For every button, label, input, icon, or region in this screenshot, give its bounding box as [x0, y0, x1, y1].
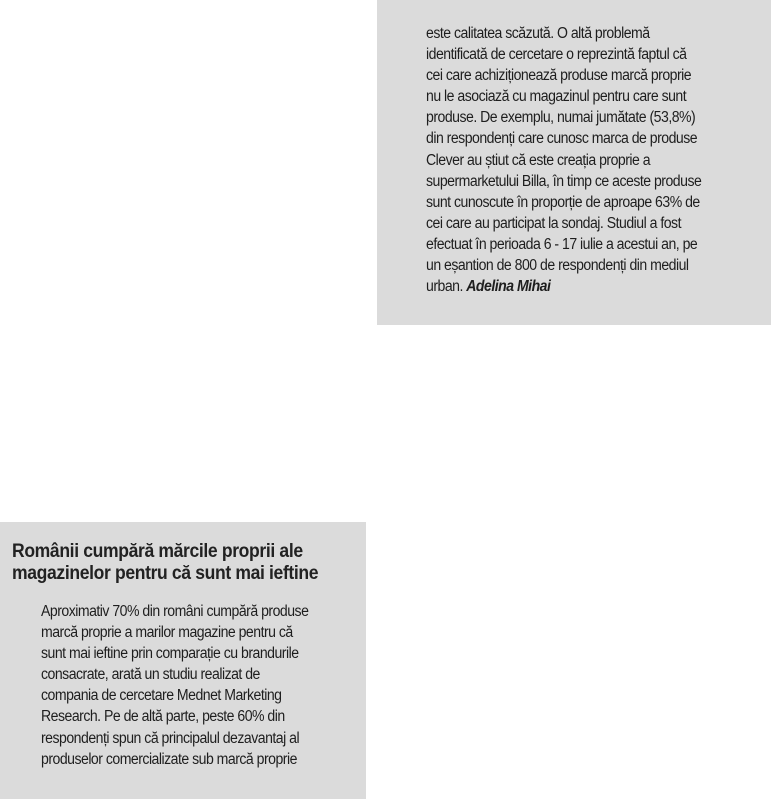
author-byline: Adelina Mihai: [466, 278, 551, 296]
headline-line: Românii cumpără mărcile proprii ale: [12, 540, 303, 562]
text-line: consacrate, arată un studiu realizat de: [41, 666, 260, 684]
headline-line: magazinelor pentru că sunt mai ieftine: [12, 562, 319, 584]
text-line: nu le asociază cu magazinul pentru care sunt: [426, 88, 687, 106]
text-line: din respondenți care cunosc marca de produse: [426, 130, 698, 148]
text-line-last: [426, 276, 701, 297]
article-continuation-text: [426, 23, 701, 297]
text-line: este calitatea scăzută. O altă problemă: [426, 25, 650, 42]
article-clipping: [0, 522, 366, 799]
text-line: un eșantion de 800 de respondenți din mediul: [426, 257, 689, 275]
article-continuation-clipping: [377, 0, 771, 325]
text-line: efectuat în perioada 6 - 17 iulie a acestui an, pe: [426, 235, 698, 253]
text-line: supermarketului Billa, în timp ce aceste produse: [426, 172, 702, 190]
article-body-text: [41, 601, 308, 770]
text-line: cei care au participat la sondaj. Studiul a fost: [426, 214, 681, 232]
last-line-text: urban.: [426, 278, 467, 296]
text-line: compania de cercetare Mednet Marketing: [41, 687, 282, 705]
text-line: produse. De exemplu, numai jumătate (53,8%): [426, 109, 696, 127]
text-line: Aproximativ 70% din români cumpără produse: [41, 603, 309, 620]
text-line: sunt cunoscute în proporție de aproape 63% de: [426, 193, 700, 211]
article-headline: [12, 540, 318, 584]
text-line: respondenți spun că principalul dezavantaj al: [41, 729, 300, 747]
text-line: produselor comercializate sub marcă proprie: [41, 750, 297, 768]
text-line: sunt mai ieftine prin comparație cu brandurile: [41, 645, 299, 663]
text-line: Clever au știut că este creația proprie a: [426, 151, 651, 169]
text-line: Research. Pe de altă parte, peste 60% din: [41, 708, 285, 726]
text-line: cei care achiziționează produse marcă proprie: [426, 67, 692, 85]
text-line: identificată de cercetare o reprezintă faptul că: [426, 46, 687, 64]
text-line: marcă proprie a marilor magazine pentru că: [41, 624, 293, 642]
